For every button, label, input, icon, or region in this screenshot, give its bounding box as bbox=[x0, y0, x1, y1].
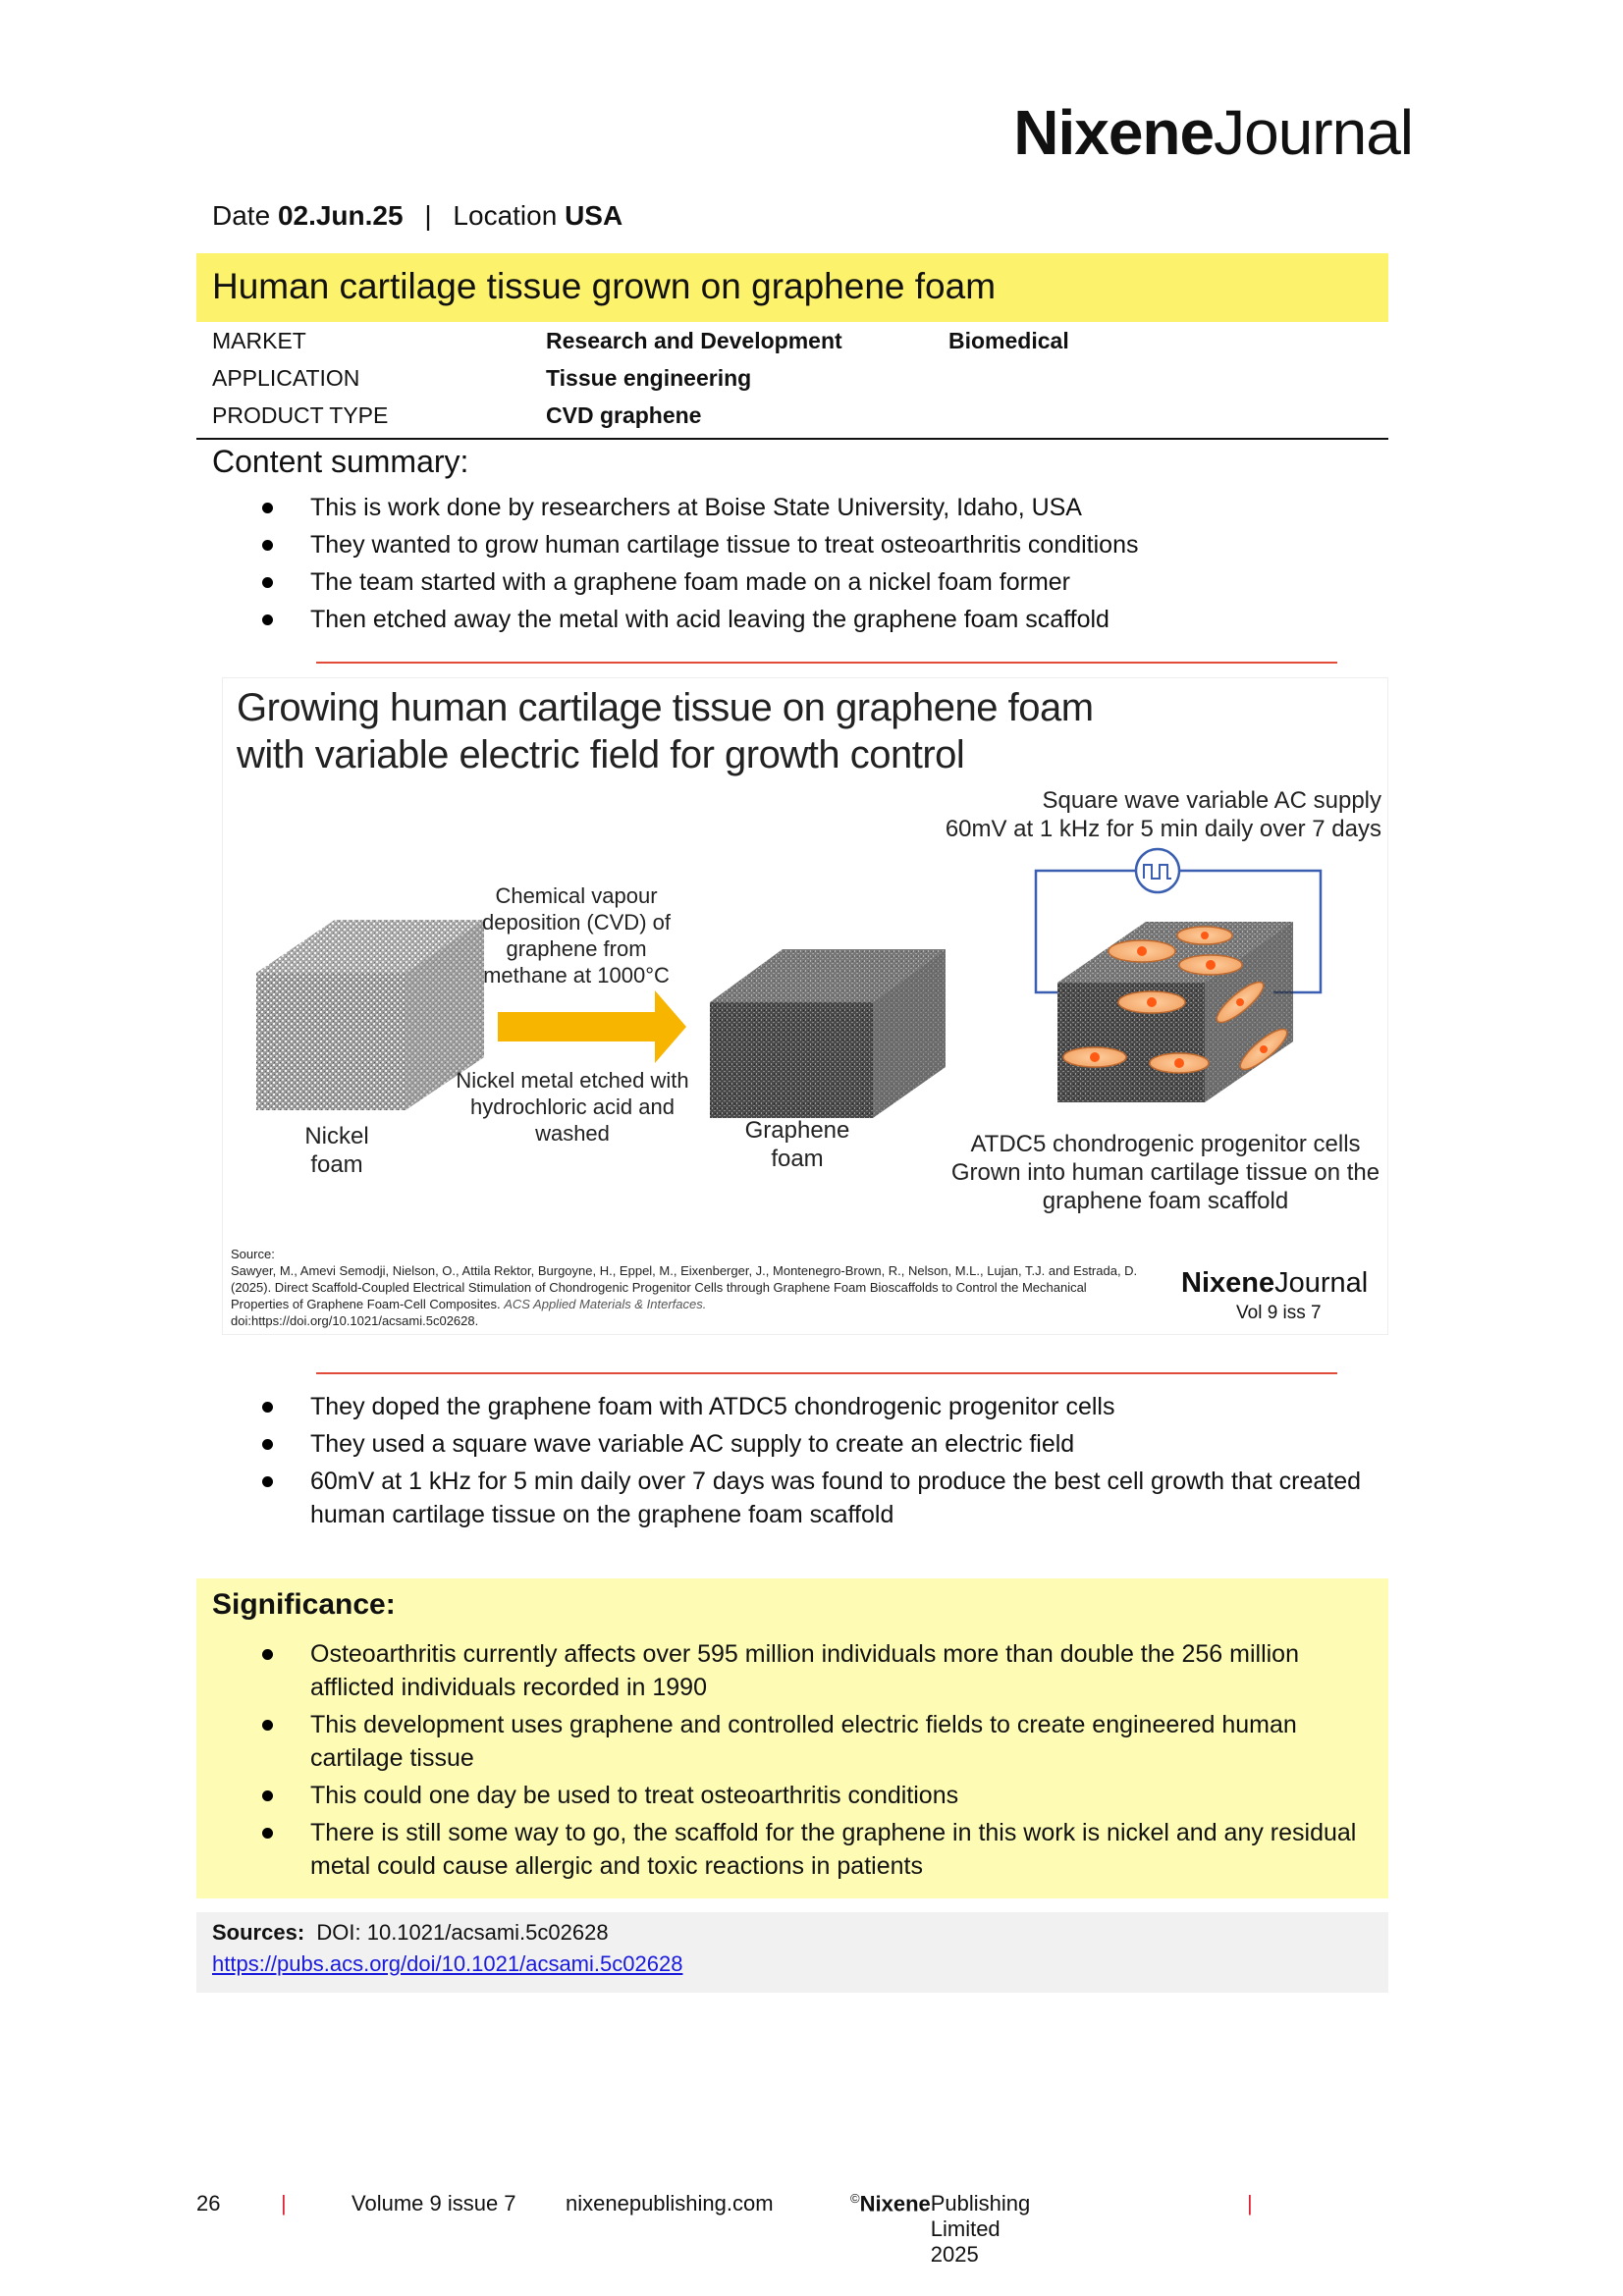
meta-table bbox=[196, 326, 1388, 440]
content-summary-heading: Content summary: bbox=[212, 444, 469, 479]
list-item: They wanted to grow human cartilage tissue to treat osteoarthritis conditions bbox=[212, 528, 1380, 561]
nickel-foam-cube bbox=[256, 920, 484, 1110]
journal-masthead bbox=[1013, 96, 1413, 169]
sources-doi-line bbox=[212, 1920, 609, 1946]
cvd-description: Chemical vapour deposition (CVD) of graphene from methane at 1000°C bbox=[482, 883, 671, 988]
list-item: Osteoarthritis currently affects over 595 million individuals more than double the 256 million afflicted individuals recorded in 1990 bbox=[212, 1637, 1380, 1704]
graphene-foam-cube bbox=[710, 949, 946, 1118]
application-label: APPLICATION bbox=[212, 365, 360, 391]
list-item: This is work done by researchers at Boise State University, Idaho, USA bbox=[212, 491, 1380, 524]
product-type-label: PRODUCT TYPE bbox=[212, 402, 389, 428]
date-value: 02.Jun.25 bbox=[277, 200, 404, 231]
sources-label: Sources: bbox=[212, 1920, 305, 1945]
significance-list bbox=[212, 1637, 1380, 1887]
market-value-secondary: Biomedical bbox=[948, 328, 1069, 353]
summary-list bbox=[212, 491, 1380, 640]
source-citation: Sawyer, M., Amevi Semodji, Nielson, O., Attila Rektor, Burgoyne, H., Eppel, M., Eixenberger, J., Montenegro-Brown, R., Nelson, M.L., Lujan, T.J. and Estrada, D. (2025). Direct Scaffold-Coupled Electrical Stimulation of Chondrogenic Progenitor Cells through Graphene Foam Bioscaffolds to Control the Mechanical Properties of Graphene Foam-Cell Composites. bbox=[231, 1263, 1138, 1311]
process-arrow bbox=[498, 990, 686, 1063]
list-item: This could one day be used to treat osteoarthritis conditions bbox=[212, 1779, 1380, 1812]
sources-doi: DOI: 10.1021/acsami.5c02628 bbox=[316, 1920, 609, 1945]
figure-brand-bold: Nixene bbox=[1181, 1267, 1275, 1299]
figure-volume: Vol 9 iss 7 bbox=[1236, 1303, 1322, 1323]
list-item: Then etched away the metal with acid leaving the graphene foam scaffold bbox=[212, 603, 1380, 636]
masthead-light: Journal bbox=[1214, 97, 1413, 168]
figure-brand bbox=[1181, 1267, 1368, 1300]
dateline-separator: | bbox=[424, 200, 432, 231]
dateline bbox=[212, 200, 622, 232]
copyright-symbol: © bbox=[850, 2191, 860, 2206]
footer-volume: Volume 9 issue 7 bbox=[352, 2191, 516, 2216]
significance-box bbox=[196, 1578, 1388, 1898]
list-item: They used a square wave variable AC supply to create an electric field bbox=[212, 1427, 1380, 1461]
figure-title-line2: with variable electric field for growth control bbox=[237, 733, 965, 776]
meta-row-application bbox=[196, 363, 1388, 400]
list-item: This development uses graphene and controlled electric fields to create engineered human cartilage tissue bbox=[212, 1708, 1380, 1775]
masthead-bold: Nixene bbox=[1013, 97, 1215, 168]
article-title-bar bbox=[196, 253, 1388, 322]
market-label: MARKET bbox=[212, 328, 306, 353]
sources-link[interactable]: https://pubs.acs.org/doi/10.1021/acsami.5c02628 bbox=[212, 1951, 683, 1976]
footer-copyright bbox=[850, 2191, 1031, 2267]
footer-separator: | bbox=[281, 2191, 287, 2216]
article-title: Human cartilage tissue grown on graphene foam bbox=[212, 266, 997, 306]
figure-title-line1: Growing human cartilage tissue on graphene foam bbox=[237, 686, 1094, 729]
red-divider-bottom bbox=[316, 1372, 1337, 1374]
location-label: Location bbox=[453, 200, 558, 231]
footer-site: nixenepublishing.com bbox=[566, 2191, 774, 2216]
list-item: The team started with a graphene foam made on a nickel foam former bbox=[212, 565, 1380, 599]
ac-supply-line1: Square wave variable AC supply bbox=[1042, 787, 1381, 814]
meta-row-market bbox=[196, 326, 1388, 363]
source-heading: Source: bbox=[231, 1247, 275, 1261]
red-divider-top bbox=[316, 662, 1337, 664]
figure-source bbox=[231, 1246, 1144, 1329]
copyright-rest: Publishing Limited 2025 bbox=[930, 2191, 1031, 2267]
copyright-bold: Nixene bbox=[859, 2191, 931, 2216]
list-item: They doped the graphene foam with ATDC5 chondrogenic progenitor cells bbox=[212, 1390, 1380, 1423]
summary-list-continued bbox=[212, 1390, 1380, 1535]
page-number: 26 bbox=[196, 2191, 221, 2216]
product-type-value: CVD graphene bbox=[546, 402, 702, 428]
sources-box bbox=[196, 1912, 1388, 1993]
date-label: Date bbox=[212, 200, 271, 231]
cells-label: ATDC5 chondrogenic progenitor cells Grown into human cartilage tissue on the graphene foam scaffold bbox=[950, 1131, 1380, 1214]
source-journal: ACS Applied Materials & Interfaces. bbox=[504, 1297, 707, 1311]
footer-separator: | bbox=[1247, 2191, 1253, 2216]
market-value: Research and Development bbox=[546, 328, 842, 353]
figure-brand-light: Journal bbox=[1274, 1267, 1369, 1299]
ac-supply-line2: 60mV at 1 kHz for 5 min daily over 7 days bbox=[945, 816, 1381, 842]
list-item: There is still some way to go, the scaffold for the graphene in this work is nickel and any residual metal could cause allergic and toxic reactions in patients bbox=[212, 1816, 1380, 1883]
meta-row-product bbox=[196, 400, 1388, 440]
location-value: USA bbox=[565, 200, 623, 231]
source-doi: doi:https://doi.org/10.1021/acsami.5c02628. bbox=[231, 1313, 479, 1328]
etch-description: Nickel metal etched with hydrochloric acid and washed bbox=[456, 1068, 689, 1146]
nickel-foam-label: Nickel foam bbox=[304, 1123, 369, 1178]
figure-panel bbox=[222, 677, 1388, 1335]
graphene-foam-label: Graphene foam bbox=[744, 1117, 850, 1172]
application-value: Tissue engineering bbox=[546, 365, 752, 391]
list-item: 60mV at 1 kHz for 5 min daily over 7 days was found to produce the best cell growth that created human cartilage tissue on the graphene foam scaffold bbox=[212, 1465, 1380, 1531]
significance-heading: Significance: bbox=[212, 1588, 396, 1621]
